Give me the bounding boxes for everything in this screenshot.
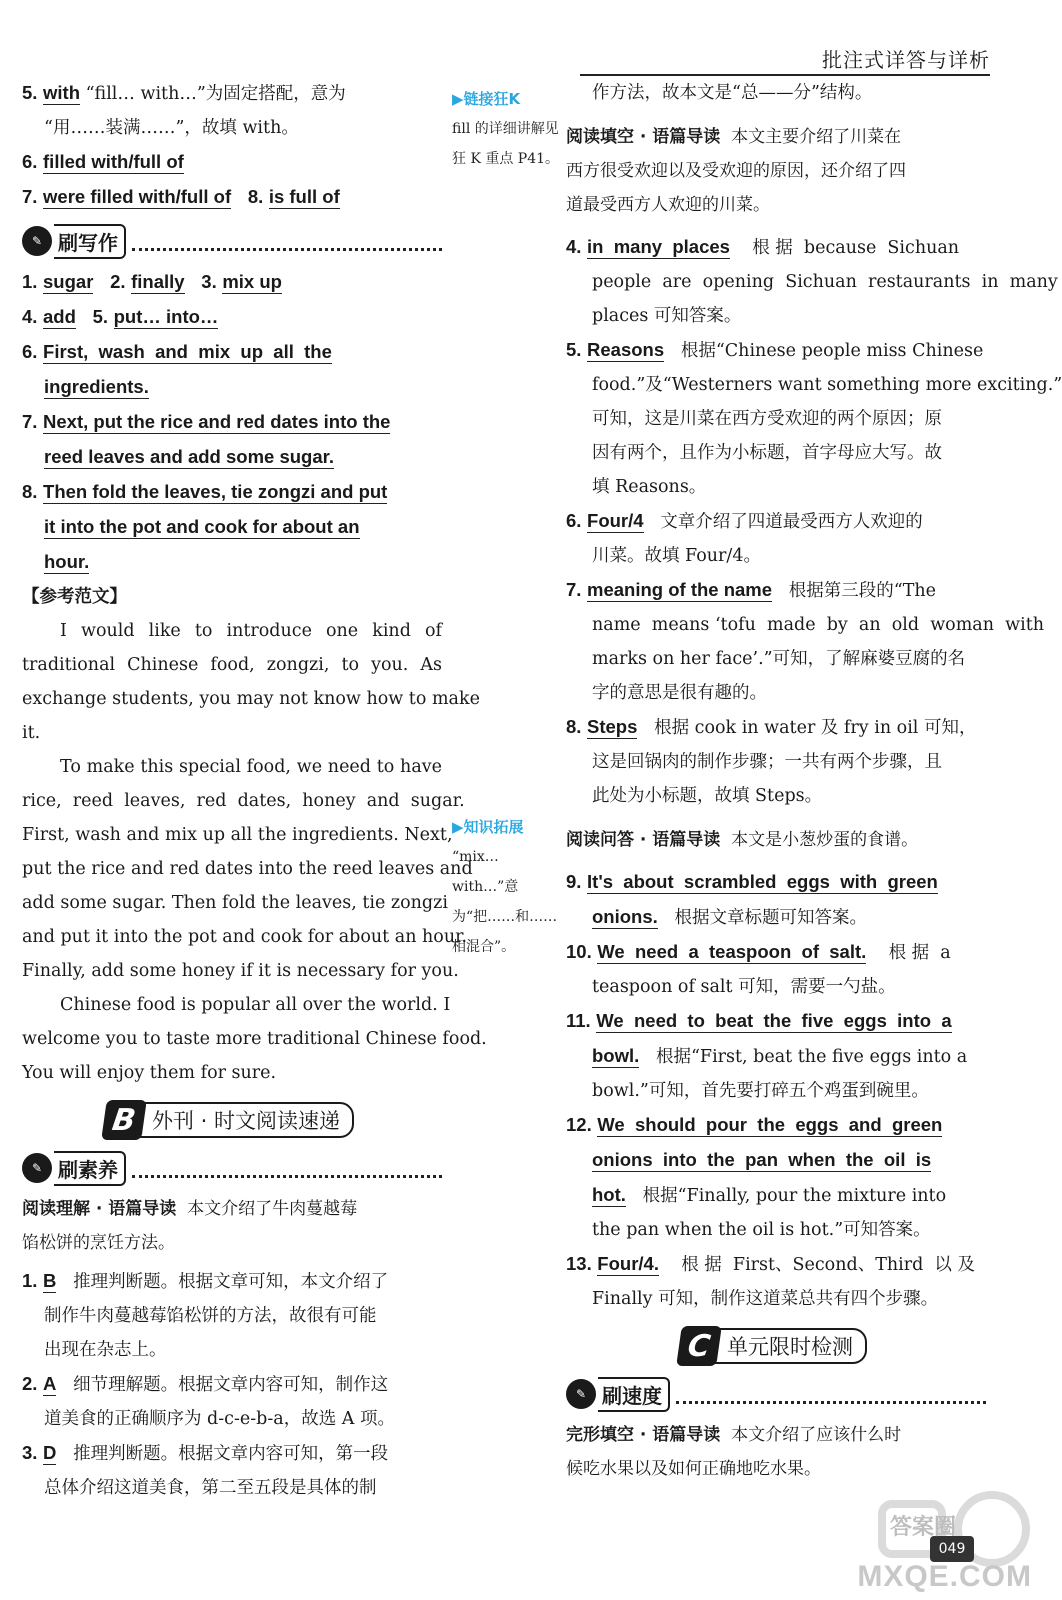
answer-q1	[22, 1264, 442, 1299]
item-number: 7.	[566, 579, 582, 600]
answer-text: We should pour the eggs and green	[597, 1114, 943, 1135]
answer-text: It's about scrambled eggs with green	[587, 871, 938, 892]
explanation-line: 作方法，故本文是“总——分”结构。	[592, 83, 873, 103]
item-number: 3.	[201, 271, 217, 292]
section-badge	[22, 224, 126, 259]
page-header: 批注式详答与详析	[822, 48, 990, 72]
banner-box	[110, 1102, 354, 1138]
item-number: 6.	[22, 151, 38, 172]
section-title: 刷速度	[598, 1377, 670, 1412]
item-number: 5.	[566, 339, 582, 360]
section-sudu	[566, 1376, 986, 1412]
answer-text: in many places	[587, 236, 730, 257]
writing-8-cont	[22, 510, 442, 545]
banner-title: 外刊 · 时文阅读速递	[151, 1109, 341, 1133]
essay-line: You will enjoy them for sure.	[22, 1063, 277, 1083]
essay-line: To make this special food, we need to have	[60, 757, 442, 777]
explanation-line: 总体介绍这道美食，第二至五段是具体的制	[44, 1478, 377, 1498]
note-text: “mix… with…”意为“把……和……相混合”。	[452, 849, 558, 955]
answer-text: D	[43, 1442, 57, 1463]
item-number: 7.	[22, 186, 38, 207]
answer-text: reed leaves and add some sugar.	[44, 446, 334, 467]
answer-8	[566, 710, 986, 745]
reading-guide-cont: 馅松饼的烹饪方法。	[22, 1233, 175, 1253]
answer-6	[22, 145, 442, 180]
writing-6	[22, 335, 442, 370]
item-number: 3.	[22, 1442, 38, 1463]
dotted-rule	[132, 232, 442, 251]
explanation-line: 出现在杂志上。	[44, 1340, 167, 1360]
explanation-line: 字的意思是很有趣的。	[592, 683, 767, 703]
essay-line: add some sugar. Then fold the leaves, tie zongzi	[22, 893, 448, 913]
reading-guide	[22, 1192, 442, 1226]
note-text: fill 的详细讲解见狂 K 重点 P41。	[452, 121, 560, 167]
essay-line: traditional Chinese food, zongzi, to you. As	[22, 655, 442, 675]
explanation: 细节理解题。根据文章内容可知，制作这	[73, 1375, 389, 1395]
item-number: 2.	[22, 1373, 38, 1394]
explanation: “fill… with…”为固定搭配，意为	[85, 84, 346, 104]
answer-text: Four/4.	[597, 1253, 659, 1274]
explanation-line: 这是回锅肉的制作步骤；一共有两个步骤，且	[592, 752, 942, 772]
answer-text: bowl.	[592, 1045, 640, 1066]
guide-text: 本文介绍了牛肉蔓越莓	[187, 1199, 358, 1219]
reading-guide-cont: 西方很受欢迎以及受欢迎的原因，还介绍了四	[566, 161, 906, 181]
explanation: 根 据 because Sichuan	[752, 238, 960, 258]
guide-text: 本文介绍了应该什么时	[731, 1425, 902, 1445]
answer-text: add	[43, 306, 76, 327]
guide-label: 阅读填空 · 语篇导读	[566, 127, 721, 147]
answer-4	[566, 230, 986, 265]
right-column	[566, 76, 1062, 1486]
explanation: 根据 cook in water 及 fry in oil 可知，	[654, 718, 977, 738]
section-badge	[22, 1151, 126, 1186]
banner-letter: B	[101, 1100, 147, 1140]
answer-6	[566, 504, 986, 539]
answer-5	[22, 76, 442, 111]
answer-text: onions.	[592, 906, 658, 927]
answer-7-8	[22, 180, 442, 215]
essay-line: I would like to introduce one kind of	[60, 621, 442, 641]
essay-line: Chinese food is popular all over the world. I	[60, 995, 451, 1015]
writing-8-cont2	[22, 545, 442, 580]
dotted-rule	[132, 1159, 442, 1178]
item-number: 10.	[566, 941, 592, 962]
item-number: 1.	[22, 271, 38, 292]
explanation-line: food.”及“Westerners want something more exciting.”	[592, 375, 1062, 395]
answer-text: Next, put the rice and red dates into the	[43, 411, 391, 432]
explanation-line: name means ‘tofu made by an old woman with	[592, 615, 1045, 635]
item-number: 9.	[566, 871, 582, 892]
answer-text: meaning of the name	[587, 579, 773, 600]
explanation: 文章介绍了四道最受西方人欢迎的	[660, 512, 923, 532]
banner-c	[566, 1328, 986, 1364]
answer-text: Then fold the leaves, tie zongzi and put	[43, 481, 388, 502]
writing-6-cont	[22, 370, 442, 405]
answer-text: filled with/full of	[43, 151, 184, 172]
section-suyang	[22, 1150, 442, 1186]
dotted-rule	[676, 1385, 986, 1404]
answer-text: Four/4	[587, 510, 644, 531]
explanation: 根 据 First、Second、Third 以 及	[681, 1255, 975, 1275]
guide-label: 阅读理解 · 语篇导读	[22, 1199, 177, 1219]
banner-b	[22, 1102, 442, 1138]
answer-q2	[22, 1367, 442, 1402]
explanation-line: 此处为小标题，故填 Steps。	[592, 786, 823, 806]
explanation-line: 制作牛肉蔓越莓馅松饼的方法，故很有可能	[44, 1306, 377, 1326]
explanation-line: 可知，这是川菜在西方受欢迎的两个原因；原	[592, 409, 942, 429]
explanation-line: “用……装满……”，故填 with。	[44, 118, 299, 138]
item-number: 8.	[566, 716, 582, 737]
item-number: 1.	[22, 1270, 38, 1291]
item-number: 13.	[566, 1253, 592, 1274]
section-badge	[566, 1377, 670, 1412]
explanation-line: Finally 可知，制作这道菜总共有四个步骤。	[592, 1289, 939, 1309]
answer-12-cont2	[566, 1178, 986, 1213]
answer-text: Reasons	[587, 339, 665, 360]
item-number: 4.	[22, 306, 38, 327]
explanation-line: places 可知答案。	[592, 306, 742, 326]
pencil-icon: ✎	[566, 1379, 596, 1409]
reference-title: 【参考范文】	[22, 587, 127, 607]
essay-line: put the rice and red dates into the reed leaves and	[22, 859, 473, 879]
explanation: 根 据 a	[888, 943, 951, 963]
answer-text: were filled with/full of	[43, 186, 232, 207]
writing-4-5	[22, 300, 442, 335]
reading-guide	[566, 120, 986, 154]
reading-guide-cont: 候吃水果以及如何正确地吃水果。	[566, 1459, 821, 1479]
answer-text: it into the pot and cook for about an	[44, 516, 360, 537]
item-number: 2.	[110, 271, 126, 292]
answer-9	[566, 865, 986, 900]
answer-11	[566, 1004, 986, 1039]
explanation: 根据文章标题可知答案。	[674, 908, 867, 928]
explanation-line: marks on her face’.”可知，了解麻婆豆腐的名	[592, 649, 966, 669]
answer-text: Steps	[587, 716, 638, 737]
explanation-line: bowl.”可知，首先要打碎五个鸡蛋到碗里。	[592, 1081, 929, 1101]
answer-5	[566, 333, 986, 368]
answer-text: ingredients.	[44, 376, 149, 397]
item-number: 4.	[566, 236, 582, 257]
banner-box	[685, 1328, 867, 1364]
note-tag: ▶链接狂K	[452, 90, 521, 108]
item-number: 6.	[22, 341, 38, 362]
answer-text: hour.	[44, 551, 90, 572]
answer-13	[566, 1247, 986, 1282]
page-number: 049	[930, 1536, 974, 1562]
section-title: 刷写作	[54, 224, 126, 259]
banner-title: 单元限时检测	[727, 1335, 853, 1359]
essay-line: rice, reed leaves, red dates, honey and sugar.	[22, 791, 465, 811]
guide-label: 完形填空 · 语篇导读	[566, 1425, 721, 1445]
item-number: 5.	[92, 306, 109, 327]
explanation: 根据第三段的“The	[788, 581, 936, 601]
explanation-line: 因有两个，且作为小标题，首字母应大写。故	[592, 443, 942, 463]
essay-line: it.	[22, 723, 41, 743]
answer-text: B	[43, 1270, 57, 1291]
writing-7	[22, 405, 442, 440]
margin-note-link	[452, 84, 560, 174]
explanation-line: teaspoon of salt 可知，需要一勺盐。	[592, 977, 896, 997]
explanation-line: 川菜。故填 Four/4。	[592, 546, 761, 566]
answer-text: First, wash and mix up all the	[43, 341, 332, 362]
item-number: 12.	[566, 1114, 592, 1135]
answer-text: We need a teaspoon of salt.	[597, 941, 867, 962]
answer-q3	[22, 1436, 442, 1471]
answer-text: finally	[131, 271, 185, 292]
essay-line: and put it into the pot and cook for about an hour.	[22, 927, 468, 947]
reading-guide	[566, 823, 986, 857]
banner-letter: C	[676, 1326, 722, 1366]
answer-text: is full of	[268, 186, 340, 207]
essay-line: exchange students, you may not know how to make	[22, 689, 480, 709]
section-writing	[22, 223, 442, 259]
answer-text: We need to beat the five eggs into a	[596, 1010, 952, 1031]
note-tag: ▶知识拓展	[452, 818, 524, 836]
answer-text: hot.	[592, 1184, 626, 1205]
answer-text: put… into…	[113, 306, 219, 327]
explanation-line: people are opening Sichuan restaurants in many	[592, 272, 1058, 292]
answer-text: A	[43, 1373, 57, 1394]
item-number: 6.	[566, 510, 582, 531]
item-number: 8.	[22, 481, 38, 502]
item-number: 8.	[247, 186, 264, 207]
margin-note-extension	[452, 812, 560, 962]
answer-12-cont	[566, 1143, 986, 1178]
guide-text: 本文主要介绍了川菜在	[731, 127, 902, 147]
item-number: 7.	[22, 411, 38, 432]
watermark-cn: 答案圈	[890, 1515, 957, 1540]
explanation-line: 道美食的正确顺序为 d-c-e-b-a，故选 A 项。	[44, 1409, 395, 1429]
answer-12	[566, 1108, 986, 1143]
answer-text: onions into the pan when the oil is	[592, 1149, 932, 1170]
answer-11-cont	[566, 1039, 986, 1074]
pencil-icon: ✎	[22, 1153, 52, 1183]
answer-9-cont	[566, 900, 986, 935]
writing-7-cont	[22, 440, 442, 475]
answer-10	[566, 935, 986, 970]
item-number: 11.	[566, 1010, 591, 1031]
explanation: 推理判断题。根据文章可知，本文介绍了	[73, 1272, 389, 1292]
explanation: 根据“Chinese people miss Chinese	[680, 341, 984, 361]
essay-line: welcome you to taste more traditional Chinese food.	[22, 1029, 487, 1049]
section-title: 刷素养	[54, 1151, 126, 1186]
watermark-text: MXQE.COM	[857, 1560, 1032, 1593]
explanation: 根据“First, beat the five eggs into a	[655, 1047, 968, 1067]
essay-line: Finally, add some honey if it is necessary for you.	[22, 961, 459, 981]
explanation-line: the pan when the oil is hot.”可知答案。	[592, 1220, 931, 1240]
guide-label: 阅读问答 · 语篇导读	[566, 830, 721, 850]
writing-1-3	[22, 265, 442, 300]
answer-7	[566, 573, 986, 608]
explanation: 推理判断题。根据文章内容可知，第一段	[73, 1444, 389, 1464]
explanation-line: 填 Reasons。	[592, 477, 707, 497]
writing-8	[22, 475, 442, 510]
answer-text: with	[43, 82, 81, 103]
item-number: 5.	[22, 82, 38, 103]
pencil-icon: ✎	[22, 226, 52, 256]
essay-line: First, wash and mix up all the ingredients. Next,	[22, 825, 453, 845]
reading-guide	[566, 1418, 986, 1452]
reading-guide-cont: 道最受西方人欢迎的川菜。	[566, 195, 770, 215]
answer-text: sugar	[43, 271, 94, 292]
guide-text: 本文是小葱炒蛋的食谱。	[731, 830, 919, 850]
explanation: 根据“Finally, pour the mixture into	[642, 1186, 947, 1206]
answer-text: mix up	[222, 271, 282, 292]
